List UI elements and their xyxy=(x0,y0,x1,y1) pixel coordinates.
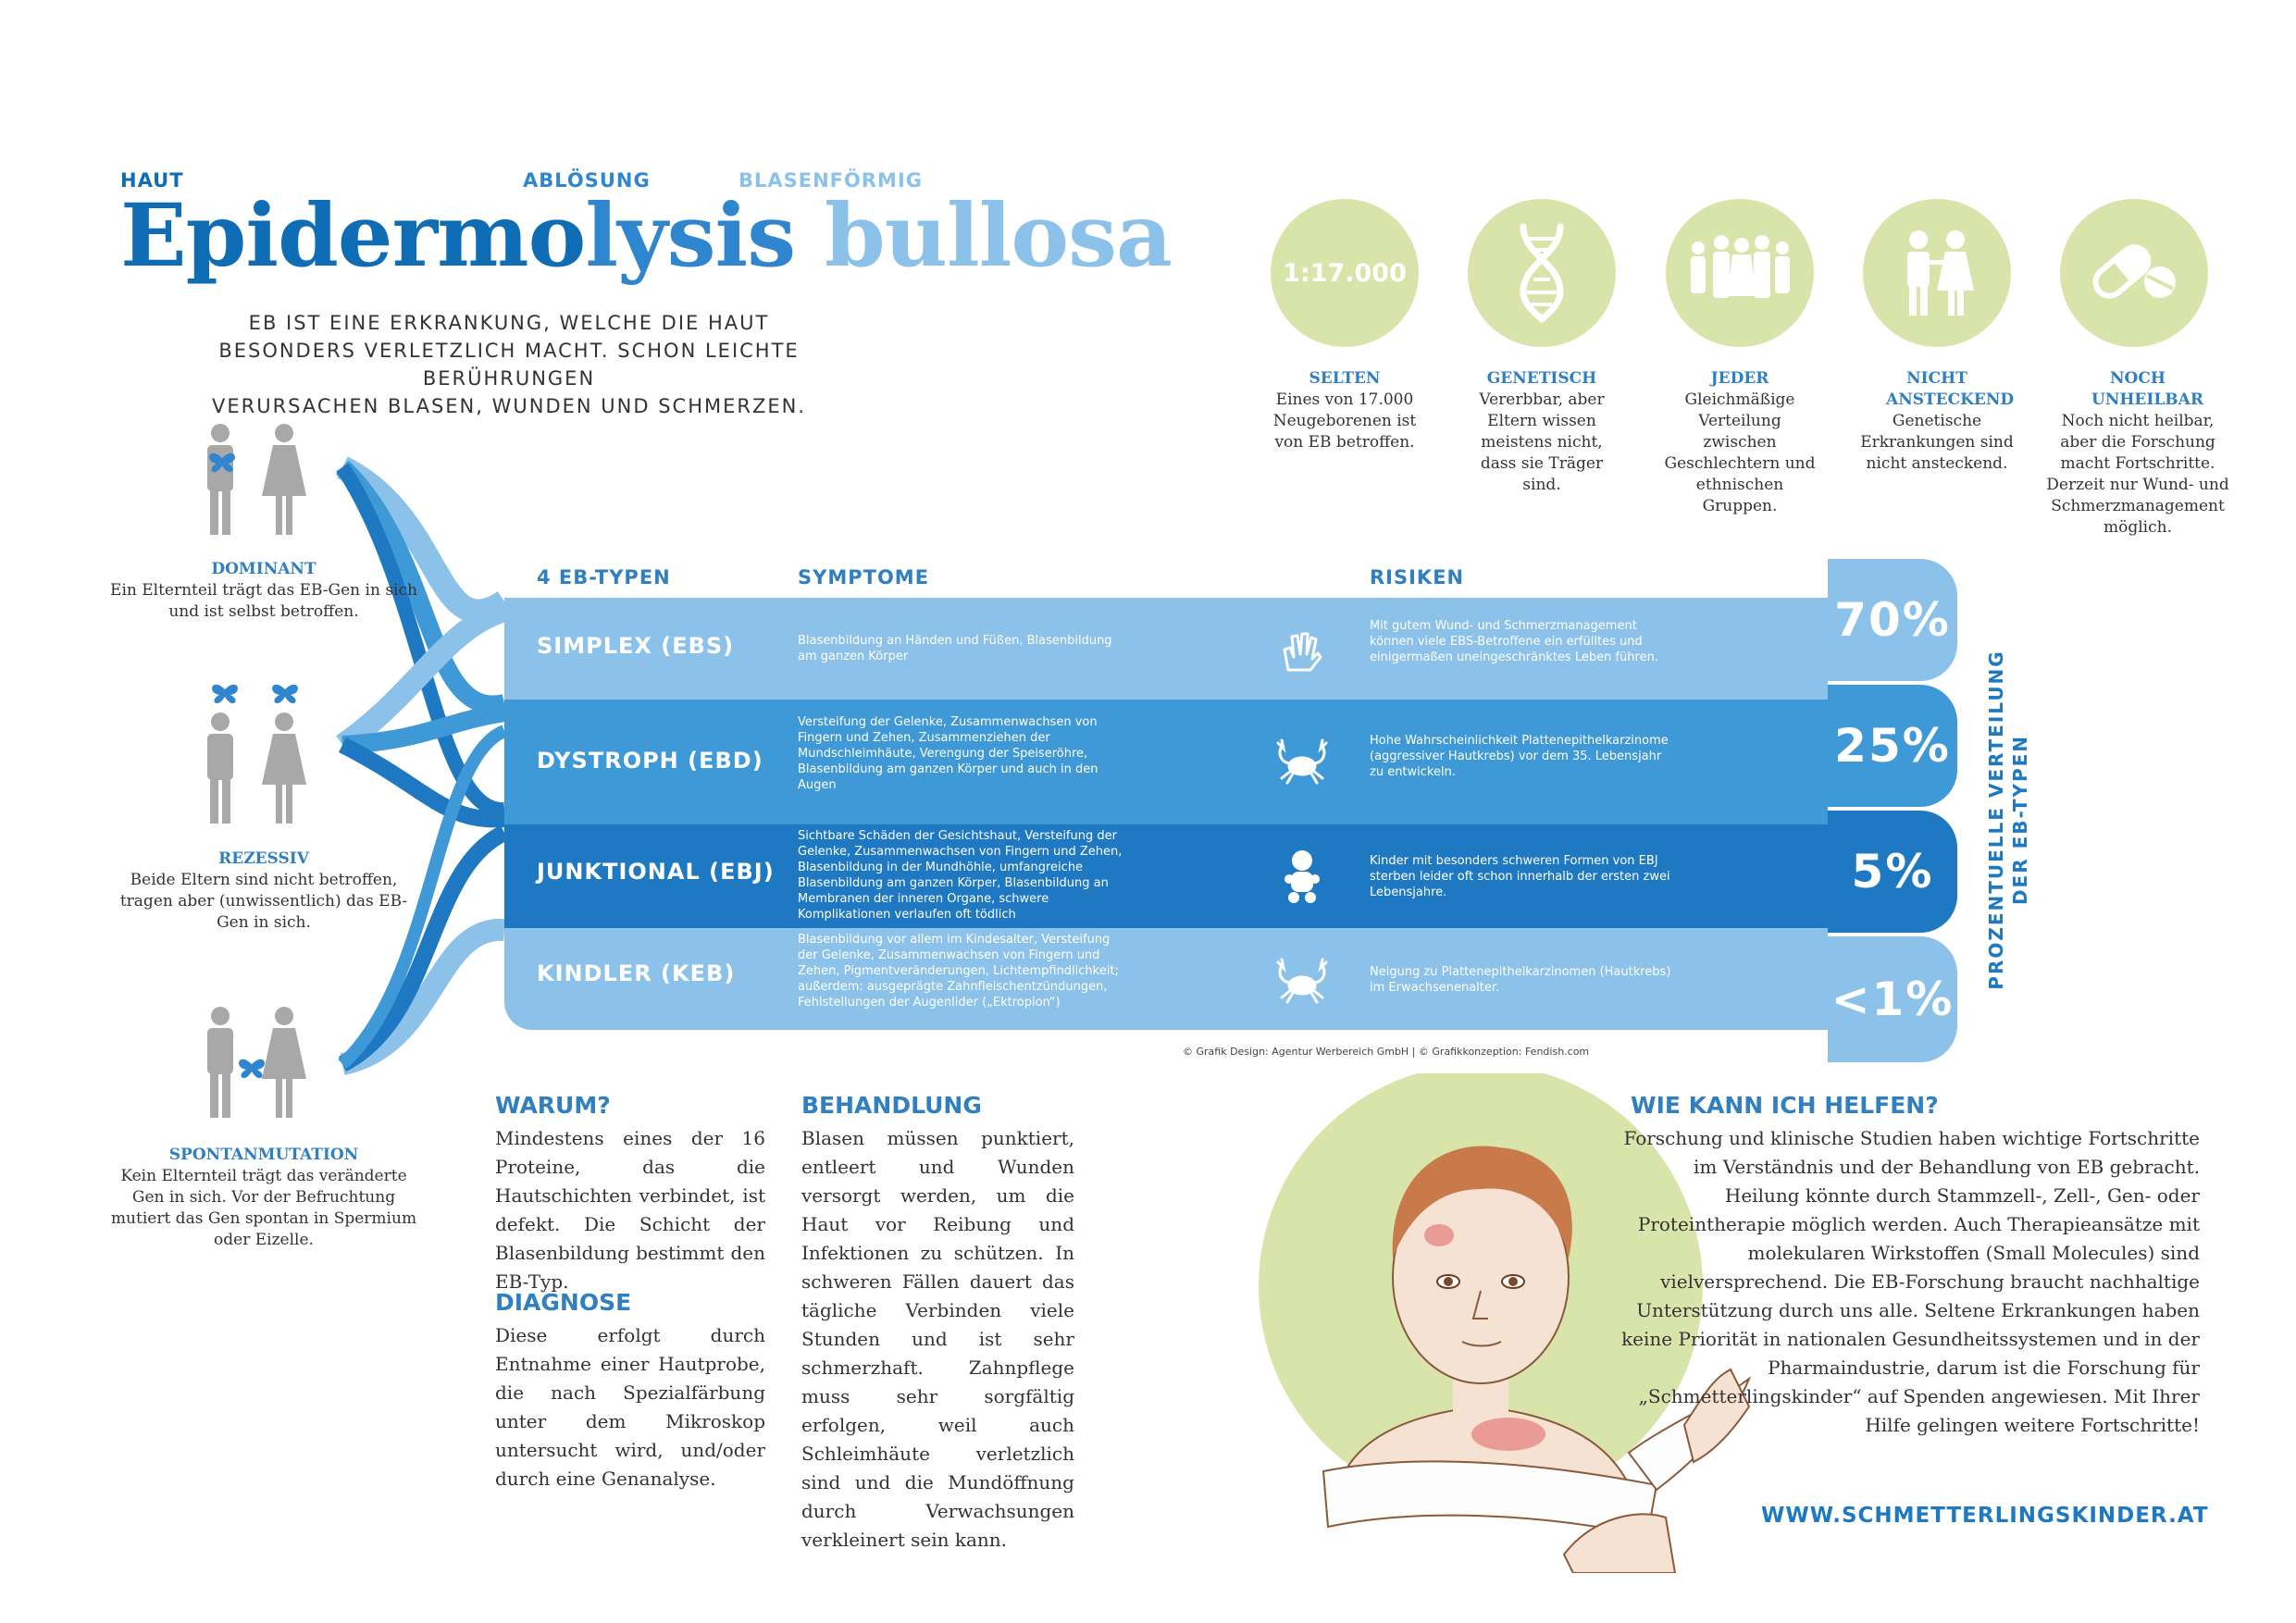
baby-icon xyxy=(1282,849,1323,905)
type-name-dystroph: DYSTROPH (EBD) xyxy=(537,748,763,774)
fact-heading: NICHT ANSTECKEND xyxy=(1886,369,2015,409)
fact-text: Vererbbar, aber Eltern wissen meistens nicht, dass sie Träger sind. xyxy=(1479,390,1605,494)
risks-kindler: Neigung zu Plattenepithelkarzinomen (Hautkrebs) im Erwachsenenalter. xyxy=(1370,965,1671,995)
warum-text: Mindestens eines der 16 Proteine, das die Hautschichten verbindet, ist defekt. Die Schicht der Blasenbildung bestimmt den EB-Typ. xyxy=(495,1127,765,1293)
risks-junktional: Kinder mit besonders schweren Formen von EBJ sterben leider oft schon innerhalb der ersten zwei Lebensjahre. xyxy=(1370,854,1670,899)
symptoms-dystroph: Versteifung der Gelenke, Zusammenwachsen von Fingern und Zehen, Zusammenziehen der Mundschleimhäute, Verengung der Speiseröhre, Blasenbildung am ganzen Körper und auch in den Augen xyxy=(798,715,1098,792)
behandlung-text: Blasen müssen punktiert, entleert und Wunden versorgt werden, um die Haut vor Reibung und Infektionen zu schützen. In schweren Fällen dauert das tägliche Verbinden viele Stunden und ist sehr schmerzhaft. Zahnpflege muss sehr sorgfältig erfolgen, weil auch Schleimhäute verletzlich sind und die Mundöffnung durch Verwachsungen verkleinert sein kann. xyxy=(801,1127,1074,1551)
inheritance-heading: REZESSIV xyxy=(218,849,309,868)
fact-text: Genetische Erkrankungen sind nicht ansteckend. xyxy=(1860,412,2014,473)
type-name-kindler: KINDLER (KEB) xyxy=(537,960,736,986)
intro-line-3: VERURSACHEN BLASEN, WUNDEN UND SCHMERZEN. xyxy=(211,395,807,417)
warum-heading: WARUM? xyxy=(495,1092,611,1119)
symptoms-junktional: Sichtbare Schäden der Gesichtshaut, Versteifung der Gelenke, Zusammenwachsen von Fingern und Zehen, Blasenbildung in der Mundhöhle, umfangreiche Blasenbildung am ganzen Körper, Blasenbildung an Membranen der inneren Organe, schwere Komplikationen verlaufen oft tödlich xyxy=(798,829,1123,922)
fact-text: Gleichmäßige Verteilung zwischen Geschlechtern und ethnischen Gruppen. xyxy=(1664,390,1816,515)
helfen-text: Forschung und klinische Studien haben wichtige Fortschritte im Verständnis und der Behandlung von EB gebracht. Heilung könnte durch Stammzell-, Zell-, Gen- oder Proteintherapie möglich werden. Auch Therapieansätze mit molekularen Wirkstoffen (Small Molecules) sind vielversprechend. Die EB-Forschung braucht nachhaltige Unterstützung durch uns alle. Seltene Erkrankungen haben keine Priorität in nationalen Gesundheitssystemen und in der Pharmaindustrie, darum ist die Forschung für „Schmetterlingskinder“ auf Spenden angewiesen. Mit Ihrer Hilfe gelingen weitere Fortschritte! xyxy=(1621,1127,2200,1436)
fact-text: Eines von 17.000 Neugeborenen ist von EB betroffen. xyxy=(1272,390,1417,452)
crab-icon xyxy=(1272,955,1333,1006)
website-link[interactable]: WWW.SCHMETTERLINGSKINDER.AT xyxy=(1761,1504,2209,1528)
crab-icon xyxy=(1272,736,1333,787)
column-header-symptoms: SYMPTOME xyxy=(798,566,930,588)
percent-simplex: 70% xyxy=(1828,559,1957,681)
vertical-distribution-label xyxy=(1980,648,2036,999)
inheritance-heading: DOMINANT xyxy=(211,560,316,578)
column-header-types: 4 EB-TYPEN xyxy=(537,566,671,588)
diagnose-heading: DIAGNOSE xyxy=(495,1289,632,1316)
intro-line-1: EB IST EINE ERKRANKUNG, WELCHE DIE HAUT xyxy=(248,312,770,334)
title-part-bullosa: bullosa xyxy=(824,185,1172,287)
percent-kindler: <1% xyxy=(1828,936,1957,1062)
risks-simplex: Mit gutem Wund- und Schmerzmanagement können viele EBS-Betroffene ein erfülltes und einigermaßen uneingeschränktes Leben führen. xyxy=(1370,619,1658,664)
inheritance-heading: SPONTANMUTATION xyxy=(168,1146,359,1164)
column-header-risks: RISIKEN xyxy=(1370,566,1465,588)
fact-heading: GENETISCH xyxy=(1486,369,1597,388)
glove-icon xyxy=(1277,629,1323,675)
risks-dystroph: Hohe Wahrscheinlichkeit Plattenepithelkarzinome (aggressiver Hautkrebs) vor dem 35. Lebensjahr zu entwickeln. xyxy=(1370,734,1669,779)
inheritance-text: Ein Elternteil trägt das EB-Gen in sich und ist selbst betroffen. xyxy=(110,581,417,621)
inheritance-rezessiv xyxy=(106,849,421,934)
type-name-junktional: JUNKTIONAL (EBJ) xyxy=(537,859,775,885)
percent-junktional: 5% xyxy=(1828,811,1957,933)
inheritance-spontanmutation xyxy=(106,1145,421,1251)
symptoms-kindler: Blasenbildung vor allem im Kindesalter, Versteifung der Gelenke, Zusammenwachsen von Fingern und Zehen, Pigmentveränderungen, Lichtempfindlichkeit; außerdem: ausgeprägte Zahnfleischentzündungen, Fehlstellungen der Augenlider („Ektropion“) xyxy=(798,933,1119,1010)
vertical-label-line-2: DER EB-TYPEN xyxy=(2009,734,2031,906)
inheritance-text: Kein Elternteil trägt das veränderte Gen in sich. Vor der Befruchtung mutiert das Gen spontan in Spermium oder Eizelle. xyxy=(110,1167,417,1249)
fact-heading: NOCH UNHEILBAR xyxy=(2091,369,2203,409)
label-blasenfoermig: BLASENFÖRMIG xyxy=(738,169,924,192)
fact-heading: SELTEN xyxy=(1309,369,1381,388)
type-name-simplex: SIMPLEX (EBS) xyxy=(537,633,735,659)
intro-line-2: BESONDERS VERLETZLICH MACHT. SCHON LEICHTE BERÜHRUNGEN xyxy=(218,340,800,390)
label-abloesung: ABLÖSUNG xyxy=(523,169,651,192)
vertical-label-line-1: PROZENTUELLE VERTEILUNG xyxy=(1985,650,2007,990)
diagnose-text: Diese erfolgt durch Entnahme einer Hautprobe, die nach Spezialfärbung unter dem Mikroskop untersucht wird, und/oder durch eine Genanalyse. xyxy=(495,1324,765,1490)
credit-line: © Grafik Design: Agentur Werbereich GmbH | © Grafikkonzeption: Fendish.com xyxy=(1183,1046,1590,1058)
helfen-heading: WIE KANN ICH HELFEN? xyxy=(1631,1092,1939,1119)
ratio-text: 1:17.000 xyxy=(1283,258,1407,288)
fact-text: Noch nicht heilbar, aber die Forschung macht Fortschritte. Derzeit nur Wund- und Schmerzmanagement möglich. xyxy=(2046,412,2229,537)
behandlung-heading: BEHANDLUNG xyxy=(801,1092,982,1119)
inheritance-dominant xyxy=(106,559,421,623)
symptoms-simplex: Blasenbildung an Händen und Füßen, Blasenbildung am ganzen Körper xyxy=(798,634,1112,663)
title-part-lysis: lysis xyxy=(585,185,796,287)
inheritance-text: Beide Eltern sind nicht betroffen, tragen aber (unwissentlich) das EB-Gen in sich. xyxy=(119,871,408,932)
label-haut: HAUT xyxy=(120,169,184,192)
fact-heading: JEDER xyxy=(1710,369,1769,388)
percent-dystroph: 25% xyxy=(1828,685,1957,807)
title-part-epidermo: Epidermo xyxy=(120,185,586,287)
